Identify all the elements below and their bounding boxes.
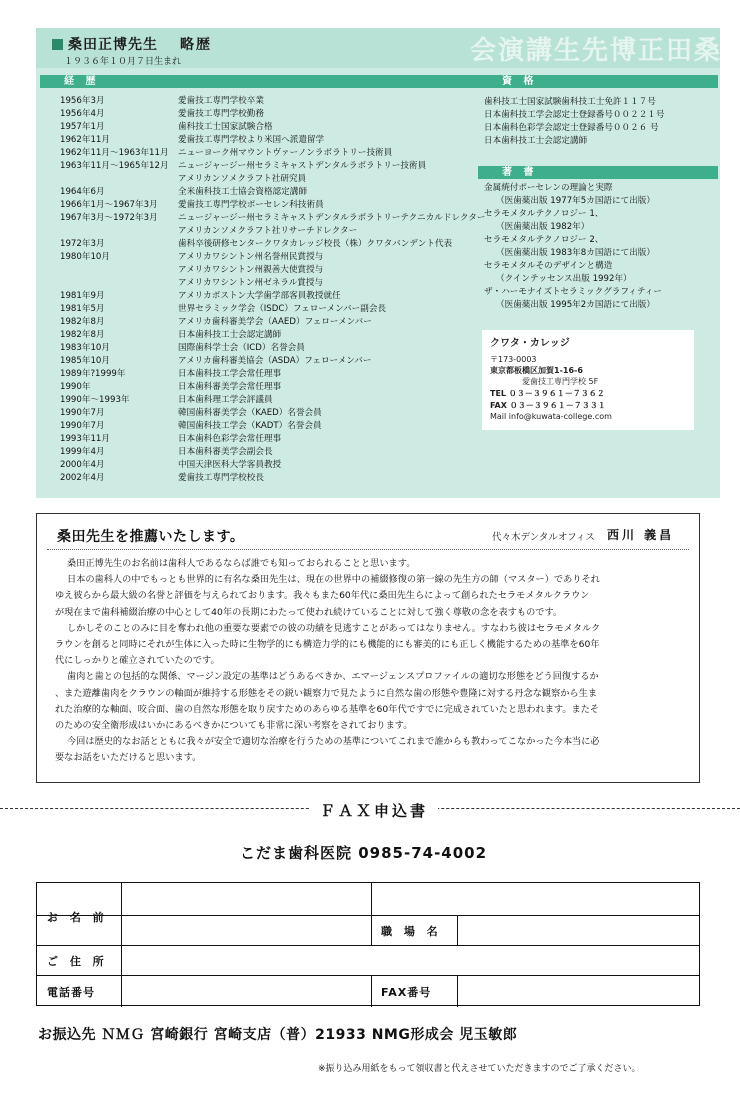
career-description: 愛歯技工専門学校勤務 [178,109,264,119]
career-description: アメリカワシントン州親善大使賞授与 [178,265,324,275]
book-item: ザ・ハーモナイズトセラミックグラフィティー [484,287,662,297]
job-label: 職 場 名 [381,925,442,938]
career-description: 愛歯技工専門学校ポーセレン科技術員 [178,200,324,210]
application-form [36,882,700,1006]
career-description: アメリカ歯科審美学会（AAED）フェローメンバー [178,317,372,327]
book-item: 金属焼付ポーセレンの理論と実際 [484,183,613,193]
career-description: 日本歯科技工学会常任理事 [178,369,282,379]
career-date: 2000年4月 [60,460,105,470]
book-item: セラモメタルそのデザインと構造 [484,261,613,271]
birth-date: １９３６年１０月７日生まれ [64,57,182,67]
divider [37,975,699,976]
career-description: 日本歯科審美学会副会長 [178,447,273,457]
career-date: 1999年4月 [60,447,105,457]
career-date: 1964年6月 [60,187,105,197]
career-date: 1962年11月～1963年11月 [60,148,169,158]
recommendation-line: れた治療的な軸面、咬合面、歯の自然な形態を取り戻すためのあらゆる基準を60年代ですでに完成されていたと思われます。またそ [55,703,600,715]
title-square-icon [52,39,63,50]
divider [37,915,699,916]
career-date: 1957年1月 [60,122,105,132]
career-description: アメリカンソメクラフト社研究員 [178,174,307,184]
book-item: （クインテッセンス出版 1992年） [496,274,632,284]
divider [457,915,458,945]
career-date: 1990年 [60,382,91,392]
profile-subtitle: 略歴 [180,37,212,53]
career-description: アメリカ歯科審美協会（ASDA）フェローメンバー [178,356,372,366]
qualification-item: 日本歯科技工士会認定講師 [484,136,588,146]
venue-name: クワタ・カレッジ [490,338,570,349]
recommendation-box [36,513,700,783]
book-item: セラモメタルテクノロジー 2、 [484,235,604,245]
career-description: ニュージャージー州セラミキャストデンタルラボラトリー技術員 [178,161,427,171]
career-description: 歯科技工士国家試験合格 [178,122,273,132]
job-field[interactable] [459,917,697,943]
career-date: 1990年7月 [60,408,105,418]
career-date: 1981年5月 [60,304,105,314]
venue-building: 愛歯技工専門学校 5F [522,377,599,386]
career-date: 1990年～1993年 [60,395,130,405]
divider [457,975,458,1007]
career-date: 1972年3月 [60,239,105,249]
career-date: 1990年7月 [60,421,105,431]
name-field-top[interactable] [123,885,369,913]
career-description: アメリカンソメクラフト社リサーチドレクター [178,226,358,236]
venue-tel: TEL ０３－３９６１－７３６２ [490,389,605,398]
venue-postal: 〒173-0003 [490,355,537,364]
career-date: 1982年8月 [60,317,105,327]
recommender-office: 代々木デンタルオフィス [492,532,595,543]
book-item: セラモメタルテクノロジー 1、 [484,209,604,219]
book-item: （医歯薬出版 1977年5カ国語にて出版） [496,196,655,206]
career-date: 1963年11月～1965年12月 [60,161,169,171]
career-date: 1980年10月 [60,252,110,262]
book-item: （医歯薬出版 1983年8カ国語にて出版） [496,248,655,258]
career-description: 愛歯技工専門学校卒業 [178,96,264,106]
name-label: お 名 前 [47,911,108,924]
career-description: 世界セラミック学会（ISDC）フェローメンバー副会長 [178,304,387,314]
career-date: 1989年?1999年 [60,369,126,379]
qualification-item: 歯科技工士国家試験歯科技工士免許１１７号 [484,97,656,107]
career-description: 全米歯科技工士協会資格認定講師 [178,187,307,197]
recommendation-line: 今回は歴史的なお話とともに我々が安全で適切な治療を行うための基準についてこれまで誰からも教わってこなかった今本当に必 [67,736,600,748]
career-description: 愛歯技工専門学校校長 [178,473,264,483]
career-description: 歯科卒後研修センタークワタカレッジ校長（株）クワタバンデント代表 [178,239,453,249]
career-date: 1981年9月 [60,291,105,301]
venue-mail: Mail info@kuwata-college.com [490,412,612,421]
address-field[interactable] [123,947,697,973]
recommender-name: 西川 義昌 [607,528,675,542]
books-heading: 著 書 [478,166,718,179]
recommendation-line: のための安全衛形成はいかにあるべきかについても非常に深い考察をされております。 [55,720,413,731]
address-label: ご 住 所 [47,955,108,968]
career-description: 韓国歯科審美学会（KAED）名誉会員 [178,408,322,418]
career-description: 中国天津医科大学客員教授 [178,460,282,470]
payment-info: お振込先 ＮＭＧ 宮崎銀行 宮崎支店（普）21933 NMG形成会 児玉敏郎 [38,1027,518,1043]
receipt-note: ※振り込み用紙をもって領収書と代えさせていただきますのでご了承ください。 [318,1064,641,1074]
phone-label: 電話番号 [47,986,95,999]
qualifications-heading: 資 格 [478,75,718,88]
career-date: 1993年11月 [60,434,110,444]
divider [37,945,699,946]
divider [371,975,372,1007]
fax-number-field[interactable] [459,977,697,1005]
divider [121,883,122,1007]
book-item: （医歯薬出版 1982年） [496,222,590,232]
name-field[interactable] [123,917,369,943]
career-date: 2002年4月 [60,473,105,483]
qualification-item: 日本歯科色彩学会認定士登録番号００２６ 号 [484,123,659,133]
career-description: アメリカワシントン州名誉州民賞授与 [178,252,324,262]
recommendation-line: 代にしっかりと確立されていたのです。 [55,655,220,667]
fax-number-label: FAX番号 [381,986,432,999]
career-description: 国際歯科学士会（ICD）名誉会員 [178,343,305,353]
career-description: 日本歯科色彩学会常任理事 [178,434,282,444]
recommendation-line: ゆえ彼らから最大級の名誉と評価を与えられております。我々もまた60年代に桑田先生らによって創られたセラモメタルクラウン [55,590,590,602]
career-heading: 経 歴 [40,75,490,88]
recommendation-line: が現在まで歯科補綴治療の中心として40年の長期にわたって使われ続けていることに対して強く尊敬の念を表すものです。 [55,606,563,618]
qualification-item: 日本歯科技工学会認定士登録番号００２２１号 [484,110,665,120]
venue-address: 東京都板橋区加賀1-16-6 [490,366,583,375]
recommendation-line: 、また遊離歯肉をクラウンの軸面が維持する形態をその鋭い観察力で見たように自然な歯の形態や豊隆に対する丹念な観察から生ま [55,687,598,699]
career-date: 1983年10月 [60,343,110,353]
divider [371,883,372,945]
career-date: 1956年4月 [60,109,105,119]
recommendation-line: 桑田正博先生のお名前は歯科人であるならば誰でも知っておられることと思います。 [67,558,416,569]
recommendation-line: 日本の歯科人の中でもっとも世界的に有名な桑田先生は、現在の世界中の補綴修復の第一線の先生方の師（マスター）でありそれ [67,574,600,586]
recommendation-line: 歯肉と歯との包括的な関係、マージン設定の基準はどうあるべきか、エマージェンスプロファイルの適切な形態をどう回復するか [67,671,599,683]
phone-field[interactable] [123,977,369,1005]
career-description: 日本歯科技工士会認定講師 [178,330,282,340]
recommendation-line: 要なお話をいただけると思います。 [55,752,202,764]
venue-fax: FAX ０３－３９６１－７３３１ [490,401,606,410]
career-description: アメリカワシントン州ゼネラル賞授与 [178,278,324,288]
career-date: 1966年1月～1967年3月 [60,200,158,210]
book-item: （医歯薬出版 1995年2カ国語にて出版） [496,300,655,310]
clinic-contact: こだま歯科医院 0985-74-4002 [240,844,488,862]
recommendation-line: しかしそのことのみに目を奪われ他の重要な要素での彼の功績を見逃すことがあってはなりません。すなわち彼はセラモメタルク [67,622,601,634]
career-date: 1985年10月 [60,356,110,366]
career-description: 韓国歯科技工学会（KADT）名誉会員 [178,421,322,431]
career-date: 1962年11月 [60,135,110,145]
fax-form-title: ＦＡＸ申込書 [310,800,438,821]
career-date: 1956年3月 [60,96,105,106]
recommendation-title: 桑田先生を推薦いたします。 [57,529,245,545]
career-description: 日本歯科審美学会常任理事 [178,382,282,392]
venue-card [482,330,694,430]
career-description: アメリカボストン大学歯学部客員教授就任 [178,291,341,301]
recommendation-line: ラウンを創ると同時にそれが生体に入った時に生物学的にも構造力学的にも機能的にも審美的にも正しく機能するための基準を60年 [55,639,600,650]
divider [47,549,689,550]
career-description: 日本歯科理工学会評議員 [178,395,273,405]
career-description: 愛歯技工専門学校より米国へ派遣留学 [178,135,325,145]
profile-title: 桑田正博先生 [68,37,158,53]
career-description: ニューヨーク州マウントヴァーノンラボラトリー技術員 [178,148,393,158]
career-description: ニュージャージー州セラミキャストデンタルラボラトリーテクニカルドレクター [178,213,486,223]
background-decoration: 会演講生先博正田桑 [470,36,723,66]
career-date: 1967年3月～1972年3月 [60,213,158,223]
career-date: 1982年8月 [60,330,105,340]
